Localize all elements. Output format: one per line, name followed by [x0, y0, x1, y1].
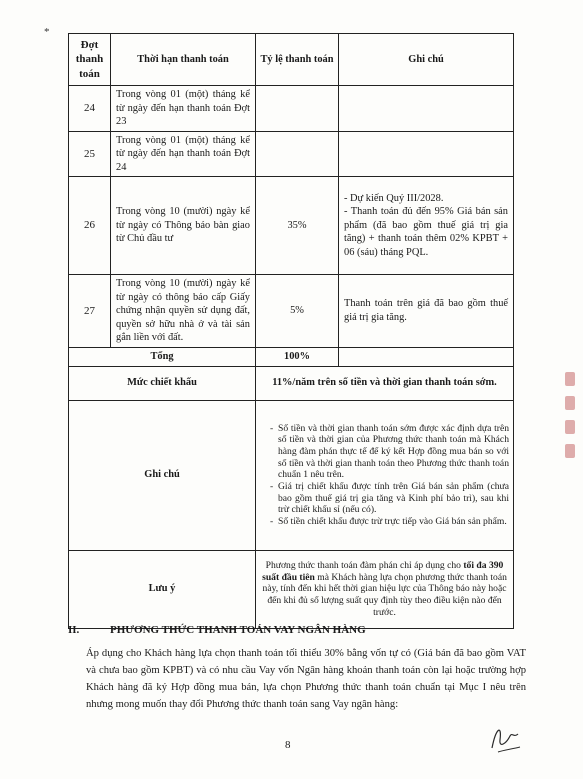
signature-icon	[484, 718, 524, 758]
row-installment-no: 25	[69, 131, 111, 177]
red-stamp-fragment-icon	[565, 372, 577, 492]
table-header-row	[69, 34, 514, 86]
list-item: - Số tiền chiết khấu được trừ trực tiếp vào Giá bán sản phẩm.	[270, 516, 509, 528]
row-note: Thanh toán trên giá đã bao gồm thuế giá trị gia tăng.	[339, 275, 514, 348]
row-payment-rate: 35%	[256, 177, 339, 275]
note-expected-quarter: - Dự kiến Quý III/2028.	[344, 192, 444, 204]
discount-value: 11%/năm trên số tiền và thời gian thanh toán sớm.	[256, 366, 514, 400]
header-installment: Đợt thanh toán	[69, 34, 111, 86]
section-number: II.	[68, 624, 80, 636]
notes-row	[69, 400, 514, 550]
caution-text-start: Phương thức thanh toán đàm phán chỉ áp dụng cho	[265, 559, 464, 571]
table-row	[69, 86, 514, 132]
list-item: - Giá trị chiết khấu được tính trên Giá bán sản phẩm (chưa bao gồm thuế giá trị gia tăng và Kinh phí bảo trì), sau khi trừ chiết khấu sỉ (nếu có).	[270, 481, 509, 516]
row-payment-term: Trong vòng 10 (mười) ngày kể từ ngày có thông báo cấp Giấy chứng nhận quyền sử dụng đất, quyền sở hữu nhà ở và tài sản gắn liền với đất.	[111, 275, 256, 348]
table-row	[69, 275, 514, 348]
caution-text-end: mà Khách hàng lựa chọn phương thức thanh toán này, tính đến khi hết thời gian hiệu lực của Thông báo này hoặc đến khi đủ số lượng suất quy định tùy theo điều kiện nào đến trước.	[262, 571, 507, 618]
caution-label: Lưu ý	[69, 550, 256, 628]
header-payment-term: Thời hạn thanh toán	[111, 34, 256, 86]
list-item: - Số tiền và thời gian thanh toán sớm được xác định dựa trên số tiền và thời gian của Phương thức thanh toán mà Khách hàng đàm phán thực tế để ký kết Hợp đồng mua bán so với số tiền và thời gian thanh toán theo Phương thức thanh toán chuẩn 1 nêu trên.	[270, 423, 509, 482]
row-installment-no: 26	[69, 177, 111, 275]
table-row	[69, 177, 514, 275]
caution-row	[69, 550, 514, 628]
note-payment-detail: - Thanh toán đủ đến 95% Giá bán sản phẩm (đã bao gồm thuế giá trị gia tăng) + thanh toán thêm 02% KPBT + 06 (sáu) tháng PQL.	[344, 206, 508, 258]
section-heading	[68, 624, 366, 636]
discount-label: Mức chiết khấu	[69, 366, 256, 400]
row-payment-term: Trong vòng 10 (mười) ngày kể từ ngày có Thông báo bàn giao từ Chủ đầu tư	[111, 177, 256, 275]
row-payment-term: Trong vòng 01 (một) tháng kể từ ngày đến hạn thanh toán Đợt 23	[111, 86, 256, 132]
row-note	[339, 177, 514, 275]
caution-content	[256, 550, 514, 628]
total-row	[69, 347, 514, 366]
row-payment-rate: 5%	[256, 275, 339, 348]
notes-label: Ghi chú	[69, 400, 256, 550]
payment-schedule-table	[68, 33, 514, 629]
header-note: Ghi chú	[339, 34, 514, 86]
row-installment-no: 27	[69, 275, 111, 348]
top-mark: *	[44, 26, 50, 38]
total-value: 100%	[256, 347, 339, 366]
section-paragraph: Áp dụng cho Khách hàng lựa chọn thanh toán tối thiểu 30% bằng vốn tự có (Giá bán đã bao gồm VAT và chưa bao gồm KPBT) và có nhu cầu Vay vốn Ngân hàng khoản thanh toán còn lại hoặc trường hợp Khách hàng đã ký Hợp đồng mua bán, lựa chọn Phương thức thanh toán chuẩn tại Mục I nêu trên nhưng mong muốn thay đổi Phương thức thanh toán sang Vay ngân hàng:	[86, 648, 526, 710]
notes-content	[256, 400, 514, 550]
section-title: PHƯƠNG THỨC THANH TOÁN VAY NGÂN HÀNG	[110, 624, 366, 636]
discount-row	[69, 366, 514, 400]
table-row	[69, 131, 514, 177]
row-payment-rate	[256, 131, 339, 177]
row-payment-term: Trong vòng 01 (một) tháng kể từ ngày đến hạn thanh toán Đợt 24	[111, 131, 256, 177]
notes-list	[262, 423, 509, 528]
header-payment-rate: Tỷ lệ thanh toán	[256, 34, 339, 86]
caution-highlight: tối đa 390 suất đầu tiên	[262, 559, 504, 583]
page-number: 8	[285, 739, 291, 751]
row-payment-rate	[256, 86, 339, 132]
row-note	[339, 86, 514, 132]
row-installment-no: 24	[69, 86, 111, 132]
row-note	[339, 131, 514, 177]
total-label: Tổng	[69, 347, 256, 366]
